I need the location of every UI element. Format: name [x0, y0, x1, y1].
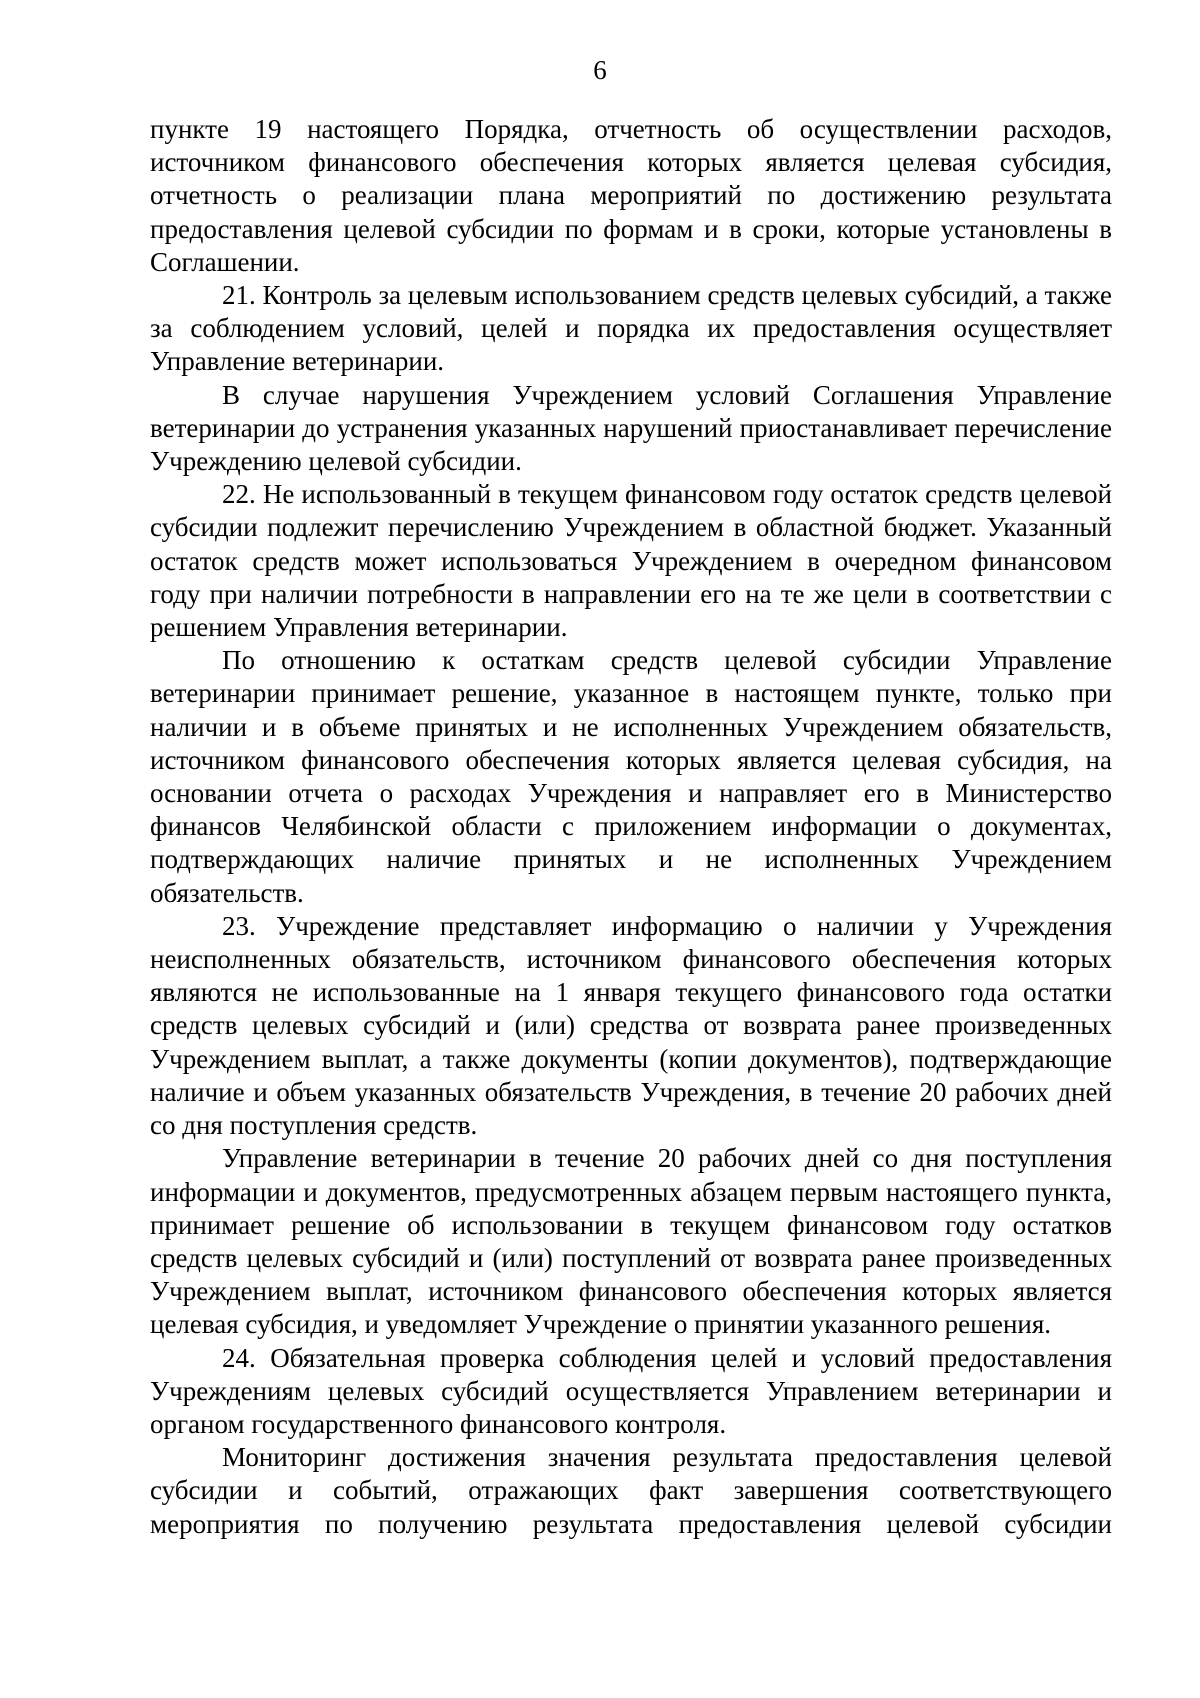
paragraph-item-23: 23. Учреждение представляет информацию о наличии у Учреждения неисполненных обязательств, источником финансового обеспечения которых являются не использованные на 1 января текущего финансового года остатки средств целевых субсидий и (или) средства от возврата ранее произведенных Учреждением выплат, а также документы (копии документов), подтверждающие наличие и объем указанных обязательств Учреждения, в течение 20 рабочих дней со дня поступления средств. [150, 910, 1112, 1141]
document-body [150, 113, 1112, 1541]
paragraph-veterinary-decision: Управление ветеринарии в течение 20 рабочих дней со дня поступления информации и документов, предусмотренных абзацем первым настоящего пункта, принимает решение об использовании в текущем финансовом году остатков средств целевых субсидий и (или) поступлений от возврата ранее произведенных Учреждением выплат, источником финансового обеспечения которых является целевая субсидия, и уведомляет Учреждение о принятии указанного решения. [150, 1143, 1112, 1340]
paragraph-remainder-decision: По отношению к остаткам средств целевой субсидии Управление ветеринарии принимает решение, указанное в настоящем пункте, только при наличии и в объеме принятых и не исполненных Учреждением обязательств, источником финансового обеспечения которых является целевая субсидия, на основании отчета о расходах Учреждения и направляет его в Министерство финансов Челябинской области с приложением информации о документах, подтверждающих наличие принятых и не исполненных Учреждением обязательств. [150, 645, 1112, 908]
page-number: 6 [593, 55, 607, 85]
paragraph-continuation: пункте 19 настоящего Порядка, отчетность об осуществлении расходов, источником финансового обеспечения которых является целевая субсидия, отчетность о реализации плана мероприятий по достижению результата предоставления целевой субсидии по формам и в сроки, которые установлены в Соглашении. [150, 114, 1112, 277]
paragraph-item-22: 22. Не использованный в текущем финансовом году остаток средств целевой субсидии подлежит перечислению Учреждением в областной бюджет. Указанный остаток средств может использоваться Учреждением в очередном финансовом году при наличии потребности в направлении его на те же цели в соответствии с решением Управления ветеринарии. [150, 479, 1112, 643]
paragraph-item-24: 24. Обязательная проверка соблюдения целей и условий предоставления Учреждениям целевых субсидий осуществляется Управлением ветеринарии и органом государственного финансового контроля. [150, 1342, 1112, 1439]
paragraph-monitoring: Мониторинг достижения значения результата предоставления целевой субсидии и событий, отражающих факт завершения соответствующего мероприятия по получению результата предоставления целевой субсидии [150, 1442, 1112, 1539]
paragraph-item-21: 21. Контроль за целевым использованием средств целевых субсидий, а также за соблюдением условий, целей и порядка их предоставления осуществляет Управление ветеринарии. [150, 280, 1112, 377]
paragraph-violation: В случае нарушения Учреждением условий Соглашения Управление ветеринарии до устранения указанных нарушений приостанавливает перечисление Учреждению целевой субсидии. [150, 379, 1112, 477]
